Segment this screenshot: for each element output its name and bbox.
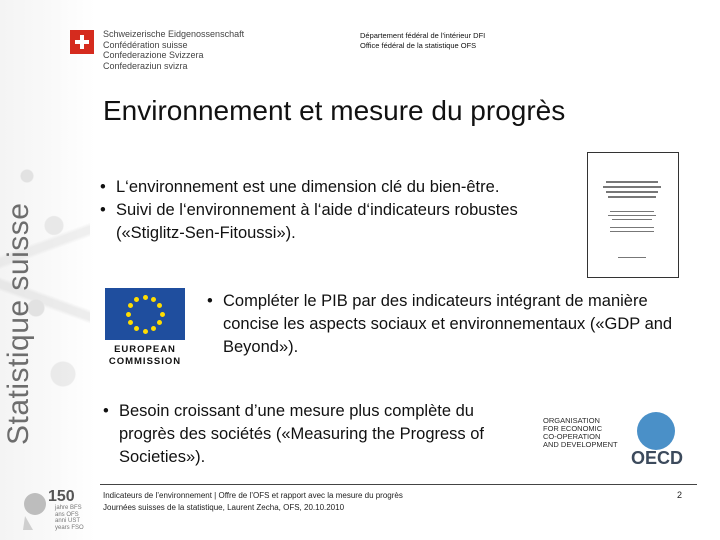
eu-star-icon xyxy=(157,320,162,325)
confederation-line: Schweizerische Eidgenossenschaft xyxy=(103,29,245,39)
bullet-text: L‘environnement est une dimension clé du bien-être. xyxy=(116,178,500,196)
eu-star-icon xyxy=(151,297,156,302)
bullet-marker: • xyxy=(207,292,213,310)
bullet-marker: • xyxy=(100,178,106,196)
eu-star-icon xyxy=(128,320,133,325)
oecd-text-line: CO-OPERATION xyxy=(543,432,601,441)
bullet-list-3 xyxy=(103,400,533,469)
oecd-text-line: AND DEVELOPMENT xyxy=(543,440,618,449)
bullet-marker: • xyxy=(100,201,106,219)
eu-star-icon xyxy=(151,326,156,331)
report-cover-thumbnail xyxy=(587,152,679,278)
badge-line: ans OFS xyxy=(55,511,79,518)
eu-logo-line: COMMISSION xyxy=(108,356,182,367)
eu-flag-icon xyxy=(105,288,185,340)
oecd-wordmark: OECD xyxy=(630,448,683,468)
footer-line: Journées suisses de la statistique, Laurent Zecha, OFS, 20.10.2010 xyxy=(103,503,345,512)
oecd-text-line: FOR ECONOMIC xyxy=(543,424,603,433)
bullet-list-2 xyxy=(207,290,677,359)
list-item xyxy=(207,290,677,359)
badge-line: years FSO xyxy=(55,524,84,531)
department-block xyxy=(360,31,485,51)
slide-title: Environnement et mesure du progrès xyxy=(103,95,566,126)
eu-logo-text xyxy=(105,344,185,368)
badge-line: jahre BFS xyxy=(55,505,82,511)
eu-star-icon xyxy=(160,312,165,317)
european-commission-logo xyxy=(105,288,185,372)
oecd-globe-icon xyxy=(637,412,675,450)
bullet-text: Besoin croissant d’une mesure plus complète du progrès des sociétés («Measuring the Progress of Societies»). xyxy=(119,402,485,466)
confederation-name-block xyxy=(103,29,244,71)
eu-star-icon xyxy=(134,326,139,331)
eu-star-icon xyxy=(134,297,139,302)
oecd-logo xyxy=(628,412,686,470)
oecd-text-line: ORGANISATION xyxy=(543,416,600,425)
eu-logo-line: EUROPEAN xyxy=(114,344,176,355)
page-number: 2 xyxy=(677,490,683,500)
footer-text xyxy=(103,490,403,514)
sidebar-vertical-label: Statistique suisse xyxy=(2,202,35,445)
eu-star-icon xyxy=(128,303,133,308)
confederation-line: Confédération suisse xyxy=(103,39,188,50)
bullet-marker: • xyxy=(103,402,109,420)
anniversary-badge-text xyxy=(55,505,84,531)
eu-star-icon xyxy=(126,312,131,317)
oecd-organisation-text xyxy=(543,417,628,449)
department-line: Département fédéral de l'intérieur DFI xyxy=(360,31,486,40)
bullet-list-1 xyxy=(100,176,580,245)
eu-star-icon xyxy=(157,303,162,308)
confederation-line: Confederazione Svizzera xyxy=(103,50,204,60)
eu-star-icon xyxy=(143,329,148,334)
bullet-text: Compléter le PIB par des indicateurs intégrant de manière concise les aspects sociaux et environnementaux («GDP and Beyond»). xyxy=(223,292,673,356)
eu-star-icon xyxy=(143,295,148,300)
list-item xyxy=(103,400,533,469)
swiss-flag-icon xyxy=(70,30,94,54)
bullet-text: Suivi de l‘environnement à l‘aide d‘indicateurs robustes («Stiglitz-Sen-Fitoussi»). xyxy=(116,201,518,242)
badge-line: anni UST xyxy=(55,518,81,524)
department-line: Office fédéral de la statistique OFS xyxy=(360,41,477,50)
list-item xyxy=(100,199,536,245)
anniversary-mark-icon xyxy=(19,490,47,530)
footer-line: Indicateurs de l’environnement | Offre de l’OFS et rapport avec la mesure du progrès xyxy=(103,491,403,500)
anniversary-badge-number: 150 xyxy=(48,488,75,505)
list-item xyxy=(100,176,580,199)
footer-divider xyxy=(100,484,697,485)
confederation-line: Confederaziun svizra xyxy=(103,60,188,71)
